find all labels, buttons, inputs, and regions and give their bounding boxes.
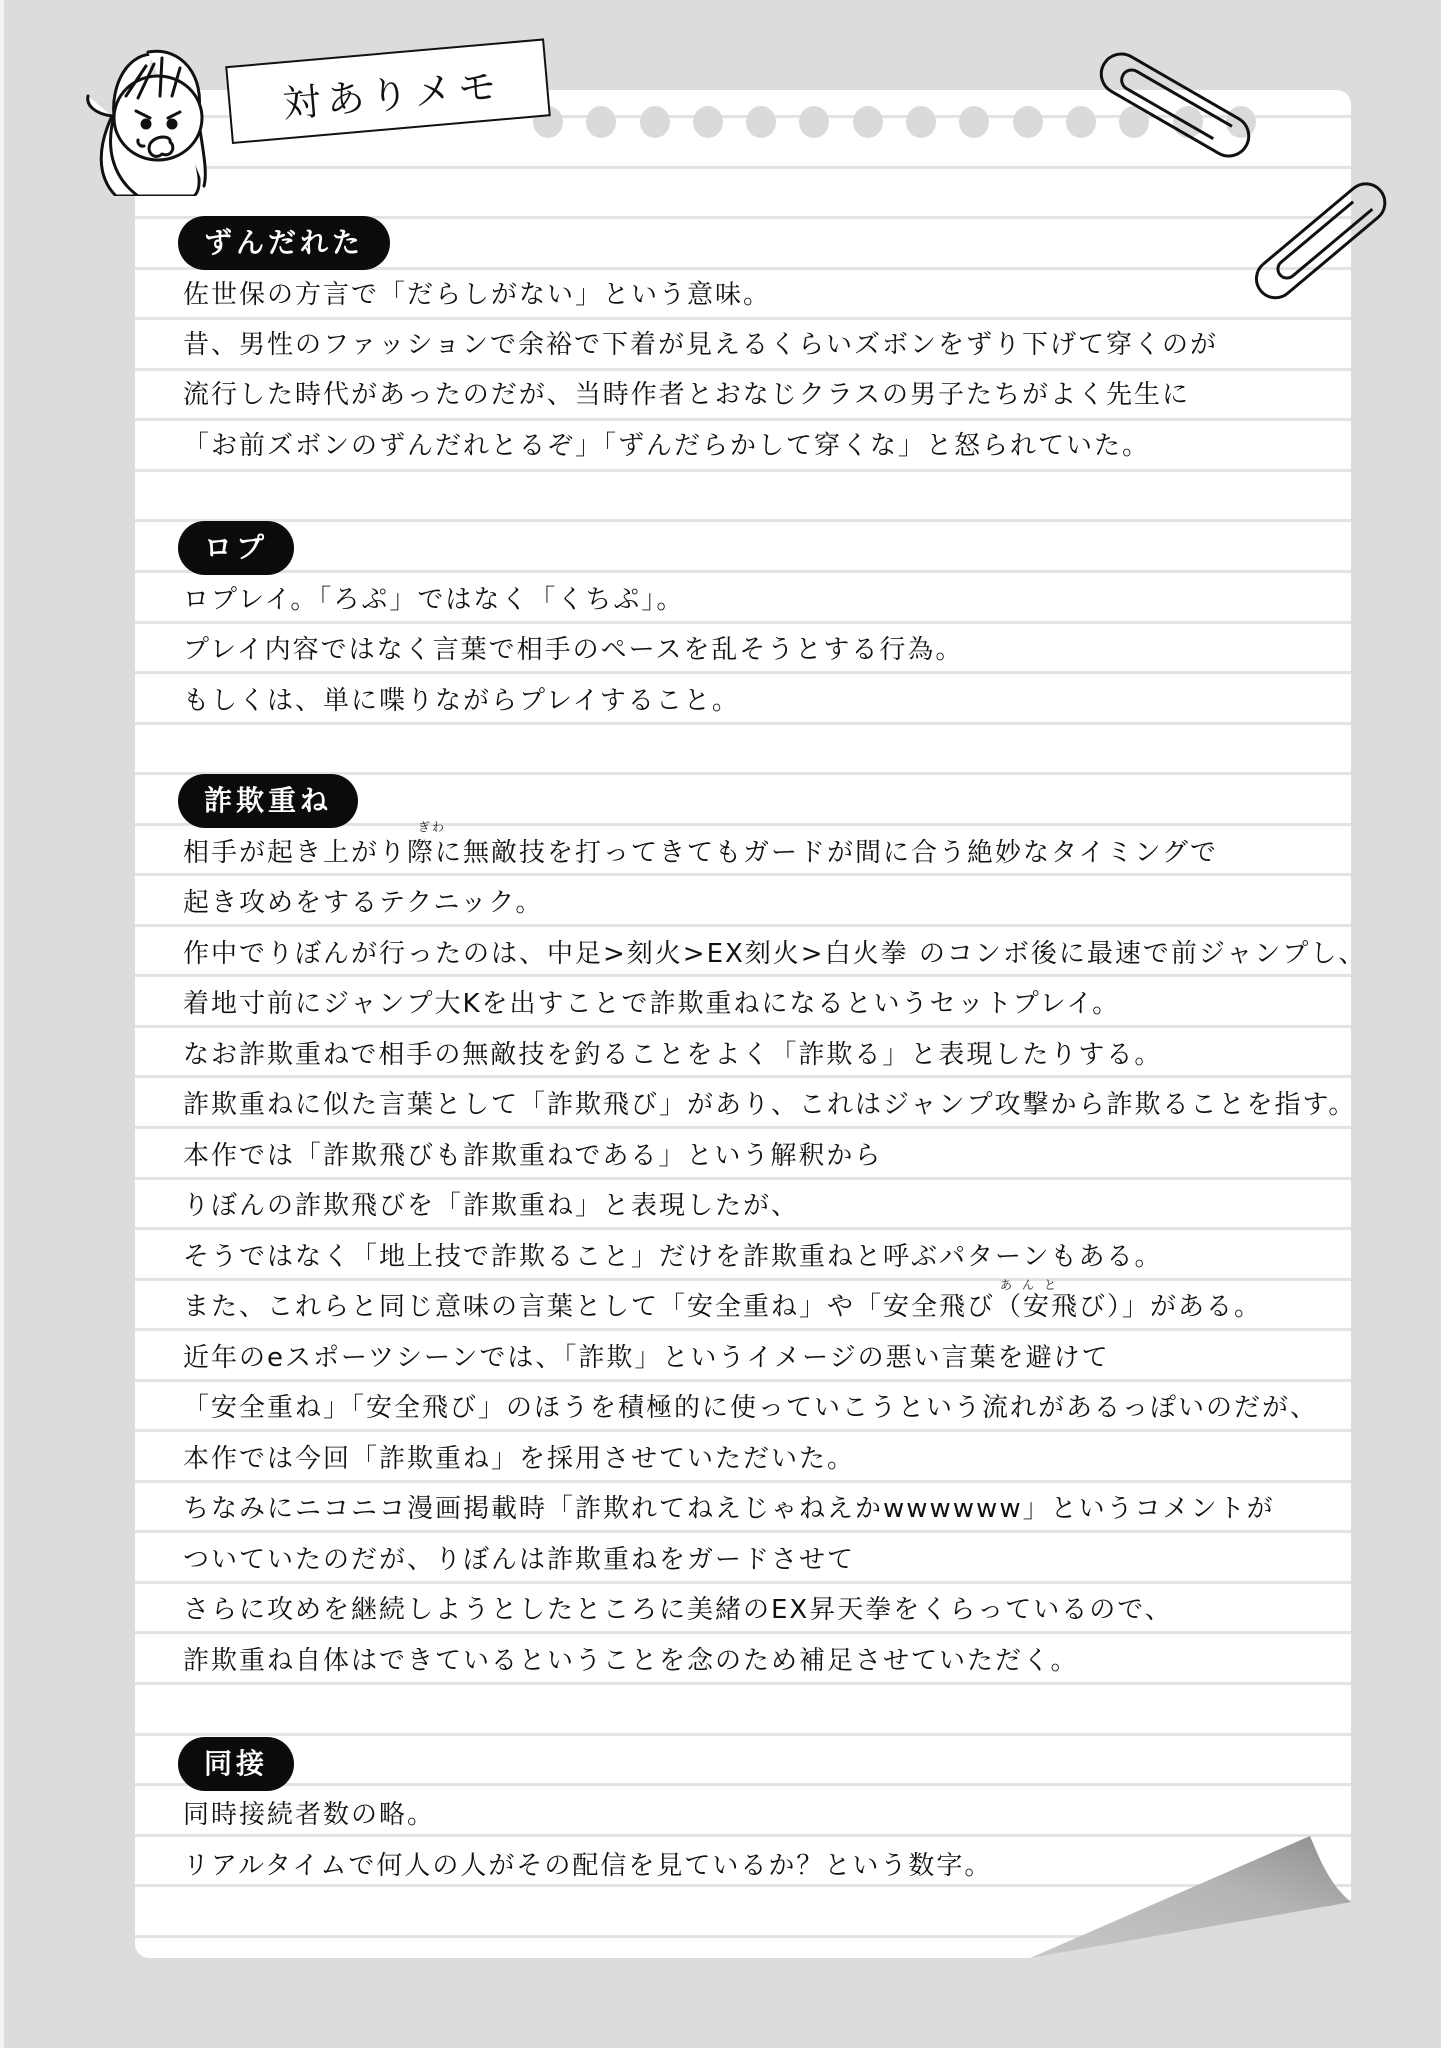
- text-line: 近年のeスポーツシーンでは、「詐欺」というイメージの悪い言葉を避けて: [183, 1343, 1110, 1373]
- text-line: 本作では「詐欺飛びも詐欺重ねである」という解釈から: [183, 1141, 883, 1171]
- text-line: 本作では今回「詐欺重ね」を採用させていただいた。: [183, 1444, 856, 1474]
- text-line: 相手が起き上がり際に無敵技を打ってきてもガードが間に合う絶妙なタイミングで: [183, 838, 1218, 868]
- text-line: 昔、男性のファッションで余裕で下着が見えるくらいズボンをずり下げて穿くのが: [183, 330, 1218, 360]
- ruled-line: [135, 924, 1351, 927]
- notebook-paper: [135, 90, 1351, 1958]
- ruled-line: [135, 368, 1351, 371]
- text-line: もしくは、単に喋りながらプレイすること。: [183, 686, 740, 716]
- text-line: 作中でりぼんが行ったのは、中足>刻火>EX刻火>白火拳 のコンボ後に最速で前ジャンプし、: [183, 939, 1367, 969]
- ruled-line: [135, 1733, 1351, 1736]
- binder-hole: [853, 106, 883, 138]
- ruled-line: [135, 1581, 1351, 1584]
- ruled-line: [135, 1379, 1351, 1382]
- ruled-line: [135, 1480, 1351, 1483]
- text-line: ロプレイ。「ろぷ」ではなく「くちぷ」。: [183, 585, 685, 615]
- binder-hole: [640, 106, 670, 138]
- ruled-line: [135, 519, 1351, 522]
- text-line: そうではなく「地上技で詐欺ること」だけを詐欺重ねと呼ぶパターンもある。: [183, 1242, 1163, 1272]
- text-line: 詐欺重ね自体はできているということを念のため補足させていただく。: [183, 1646, 1079, 1676]
- ruled-line: [135, 570, 1351, 573]
- ruled-line: [135, 1227, 1351, 1230]
- ruled-line: [135, 873, 1351, 876]
- ruled-line: [135, 317, 1351, 320]
- text-line: 流行した時代があったのだが、当時作者とおなじクラスの男子たちがよく先生に: [183, 380, 1190, 410]
- ruled-line: [135, 1126, 1351, 1129]
- binder-hole: [959, 106, 989, 138]
- ruled-line: [135, 1278, 1351, 1281]
- binder-hole: [799, 106, 829, 138]
- text-line: なお詐欺重ねで相手の無敵技を釣ることをよく「詐欺る」と表現したりする。: [183, 1040, 1163, 1070]
- page-title: 対ありメモ: [280, 63, 504, 127]
- ruled-line: [135, 1682, 1351, 1685]
- text-line: 佐世保の方言で「だらしがない」という意味。: [183, 280, 772, 310]
- ruled-line: [135, 1328, 1351, 1331]
- binder-hole: [693, 106, 723, 138]
- binder-hole: [746, 106, 776, 138]
- paper-clip-icon: [1085, 50, 1265, 160]
- ruled-line: [135, 974, 1351, 977]
- text-line: また、これらと同じ意味の言葉として「安全重ね」や「安全飛び（安飛び）」がある。: [183, 1292, 1263, 1322]
- ruled-line: [135, 1429, 1351, 1432]
- ruled-line: [135, 1177, 1351, 1180]
- ruled-line: [135, 469, 1351, 472]
- binder-hole: [586, 106, 616, 138]
- binder-hole: [906, 106, 936, 138]
- ruled-line: [135, 1530, 1351, 1533]
- section-heading: 同接: [178, 1737, 294, 1791]
- ruled-line: [135, 1884, 1351, 1887]
- page-edge: [0, 0, 4, 2048]
- text-line: プレイ内容ではなく言葉で相手のペースを乱そうとする行為。: [183, 635, 964, 665]
- text-line: リアルタイムで何人の人がその配信を見ているか？という数字。: [183, 1851, 993, 1881]
- ruled-line: [135, 418, 1351, 421]
- paper-clip-icon: [1240, 170, 1400, 310]
- text-line: ついていたのだが、りぼんは詐欺重ねをガードさせて: [183, 1545, 856, 1575]
- text-line: 同時接続者数の略。: [183, 1800, 436, 1830]
- ruled-line: [135, 722, 1351, 725]
- ruled-line: [135, 621, 1351, 624]
- girl-face-doodle-icon: [76, 36, 241, 196]
- ruled-line: [135, 1025, 1351, 1028]
- ruby-reading: ぎわ: [418, 820, 447, 834]
- text-line: ちなみにニコニコ漫画掲載時「詐欺れてねえじゃねえかwwwwww」というコメントが: [183, 1494, 1275, 1524]
- ruled-line: [135, 1935, 1351, 1938]
- ruby-reading: あんと: [1000, 1278, 1067, 1292]
- binder-hole: [1013, 106, 1043, 138]
- ruled-line: [135, 671, 1351, 674]
- ruled-line: [135, 166, 1351, 169]
- text-line: 「安全重ね」「安全飛び」のほうを積極的に使っていこうという流れがあるっぽいのだが、: [183, 1393, 1319, 1423]
- text-line: さらに攻めを継続しようとしたところに美緒のEX昇天拳をくらっているので、: [183, 1595, 1173, 1625]
- ruled-line: [135, 1783, 1351, 1786]
- section-heading: ずんだれた: [178, 216, 390, 270]
- text-line: 「お前ズボンのずんだれとるぞ」「ずんだらかして穿くな」と怒られていた。: [183, 431, 1151, 461]
- ruled-line: [135, 1075, 1351, 1078]
- text-line: 起き攻めをするテクニック。: [183, 888, 544, 918]
- ruled-line: [135, 1631, 1351, 1634]
- section-heading: 詐欺重ね: [178, 774, 358, 828]
- ruled-line: [135, 1834, 1351, 1837]
- text-line: りぼんの詐欺飛びを「詐欺重ね」と表現したが、: [183, 1191, 800, 1221]
- section-heading: ロプ: [178, 521, 294, 575]
- text-line: 詐欺重ねに似た言葉として「詐欺飛び」があり、これはジャンプ攻撃から詐欺ることを指す。: [183, 1090, 1357, 1120]
- text-line: 着地寸前にジャンプ大Kを出すことで詐欺重ねになるというセットプレイ。: [183, 989, 1121, 1019]
